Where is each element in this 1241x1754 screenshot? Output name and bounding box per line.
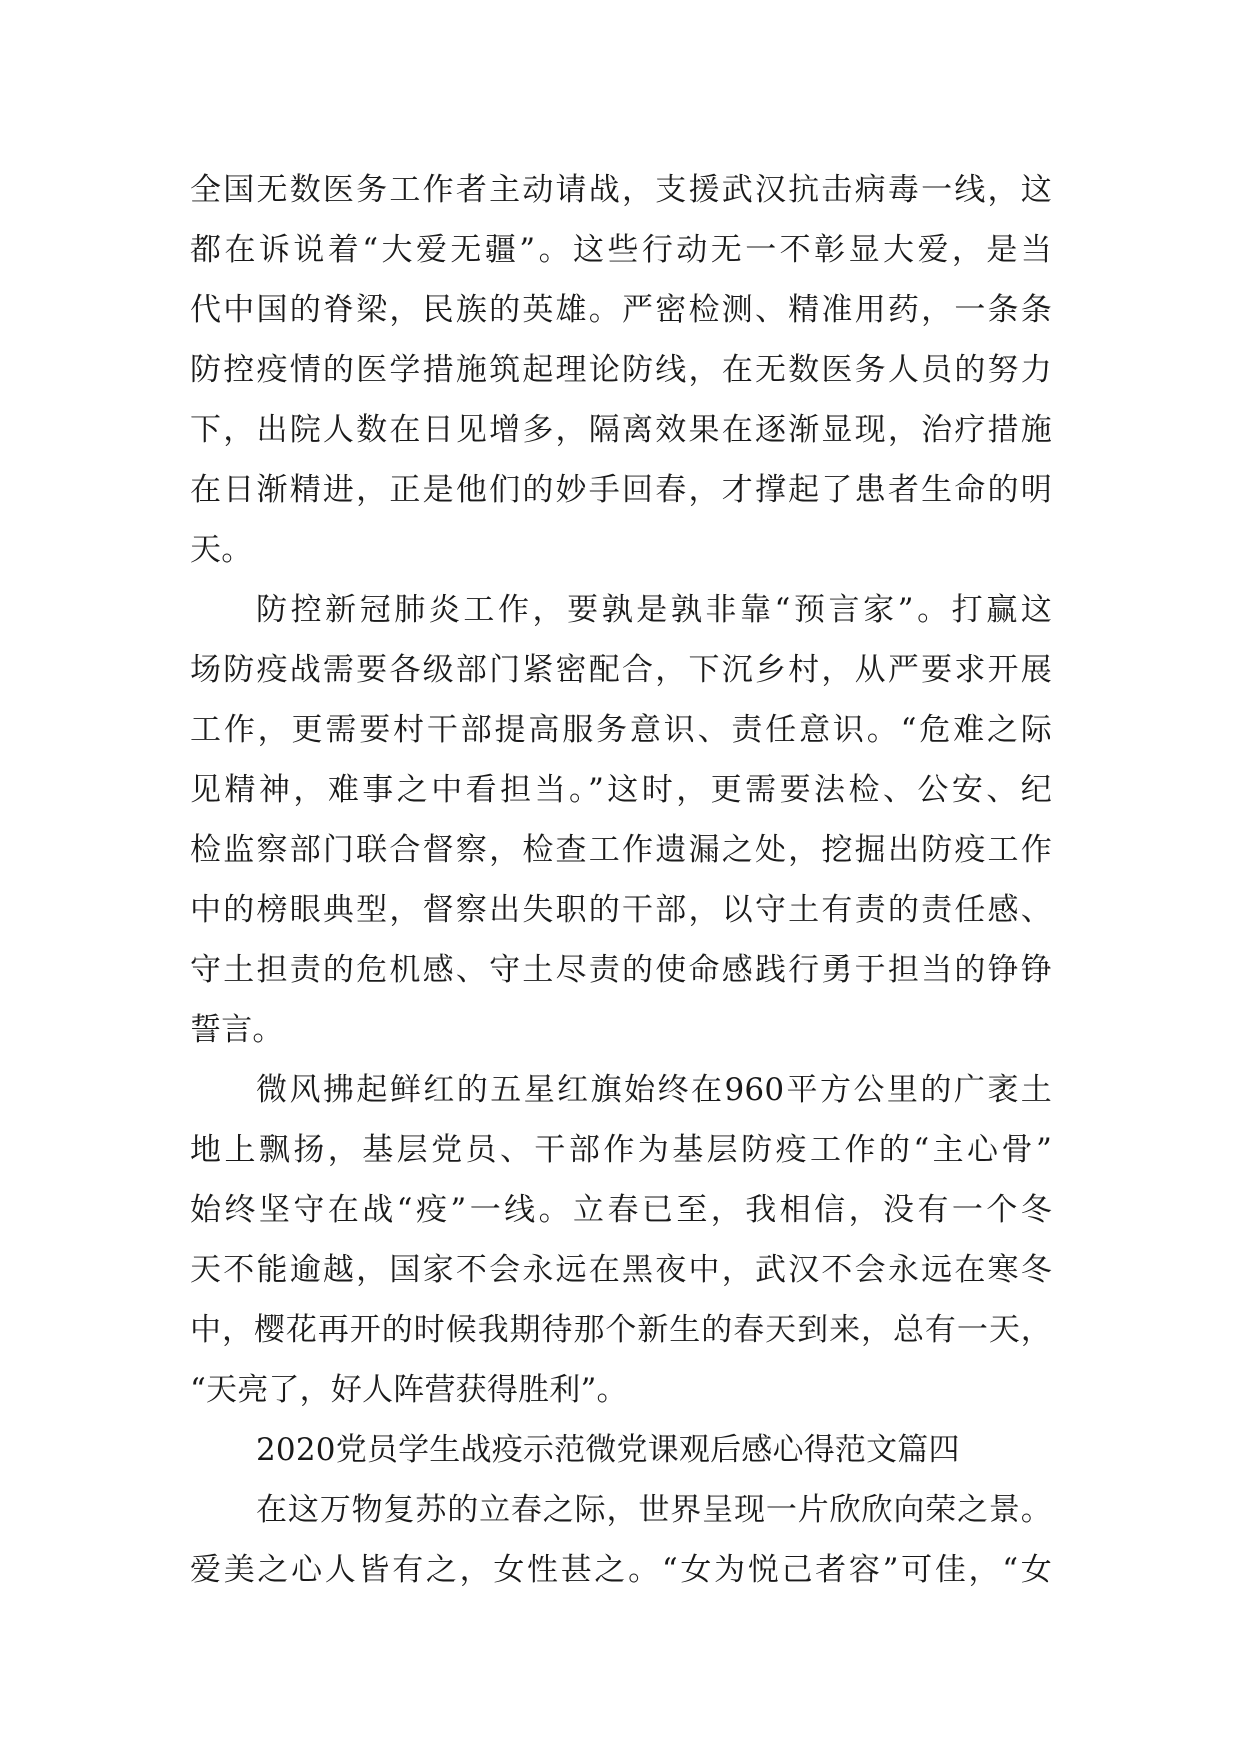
paragraph-3-line-4: 天不能逾越，国家不会永远在黑夜中，武汉不会永远在寒冬 [190,1252,1052,1288]
paragraph-1-line-4: 防控疫情的医学措施筑起理论防线，在无数医务人员的努力 [190,352,1052,388]
paragraph-2-line-7: 守土担责的危机感、守土尽责的使命感践行勇于担当的铮铮 [190,952,1052,988]
paragraph-3-line-3: 始终坚守在战“疫”一线。立春已至，我相信，没有一个冬 [190,1192,1052,1228]
paragraph-1-line-7: 天。 [190,532,253,568]
paragraph-2-line-5: 检监察部门联合督察，检查工作遗漏之处，挖掘出防疫工作 [190,832,1052,868]
paragraph-1-line-1: 全国无数医务工作者主动请战，支援武汉抗击病毒一线，这 [190,172,1052,208]
paragraph-1-line-5: 下，出院人数在日见增多，隔离效果在逐渐显现，治疗措施 [190,412,1052,448]
paragraph-1-line-6: 在日渐精进，正是他们的妙手回春，才撑起了患者生命的明 [190,472,1052,508]
body-text [190,160,1052,1600]
section-heading: 2020党员学生战疫示范微党课观后感心得范文篇四 [256,1432,960,1468]
paragraph-1-line-3: 代中国的脊梁，民族的英雄。严密检测、精准用药，一条条 [190,292,1052,328]
paragraph-5-line-2: 爱美之心人皆有之，女性甚之。“女为悦己者容”可佳，“女 [190,1552,1052,1588]
paragraph-1-line-2: 都在诉说着“大爱无疆”。这些行动无一不彰显大爱，是当 [190,232,1052,268]
paragraph-2-line-1: 防控新冠肺炎工作，要孰是孰非靠“预言家”。打赢这 [256,592,1052,628]
paragraph-2-line-4: 见精神，难事之中看担当。”这时，更需要法检、公安、纪 [190,772,1052,808]
paragraph-3-line-2: 地上飘扬，基层党员、干部作为基层防疫工作的“主心骨” [190,1132,1052,1168]
paragraph-2-line-8: 誓言。 [190,1012,284,1048]
paragraph-3-line-5: 中，樱花再开的时候我期待那个新生的春天到来，总有一天， [190,1312,1052,1348]
paragraph-5-line-1: 在这万物复苏的立春之际，世界呈现一片欣欣向荣之景。 [256,1492,1052,1528]
paragraph-3-line-1: 微风拂起鲜红的五星红旗始终在960平方公里的广袤土 [256,1072,1052,1108]
paragraph-3-line-6: “天亮了，好人阵营获得胜利”。 [190,1372,628,1408]
paragraph-2-line-3: 工作，更需要村干部提高服务意识、责任意识。“危难之际 [190,712,1052,748]
paragraph-2-line-6: 中的榜眼典型，督察出失职的干部，以守土有责的责任感、 [190,892,1052,928]
paragraph-2-line-2: 场防疫战需要各级部门紧密配合，下沉乡村，从严要求开展 [190,652,1052,688]
